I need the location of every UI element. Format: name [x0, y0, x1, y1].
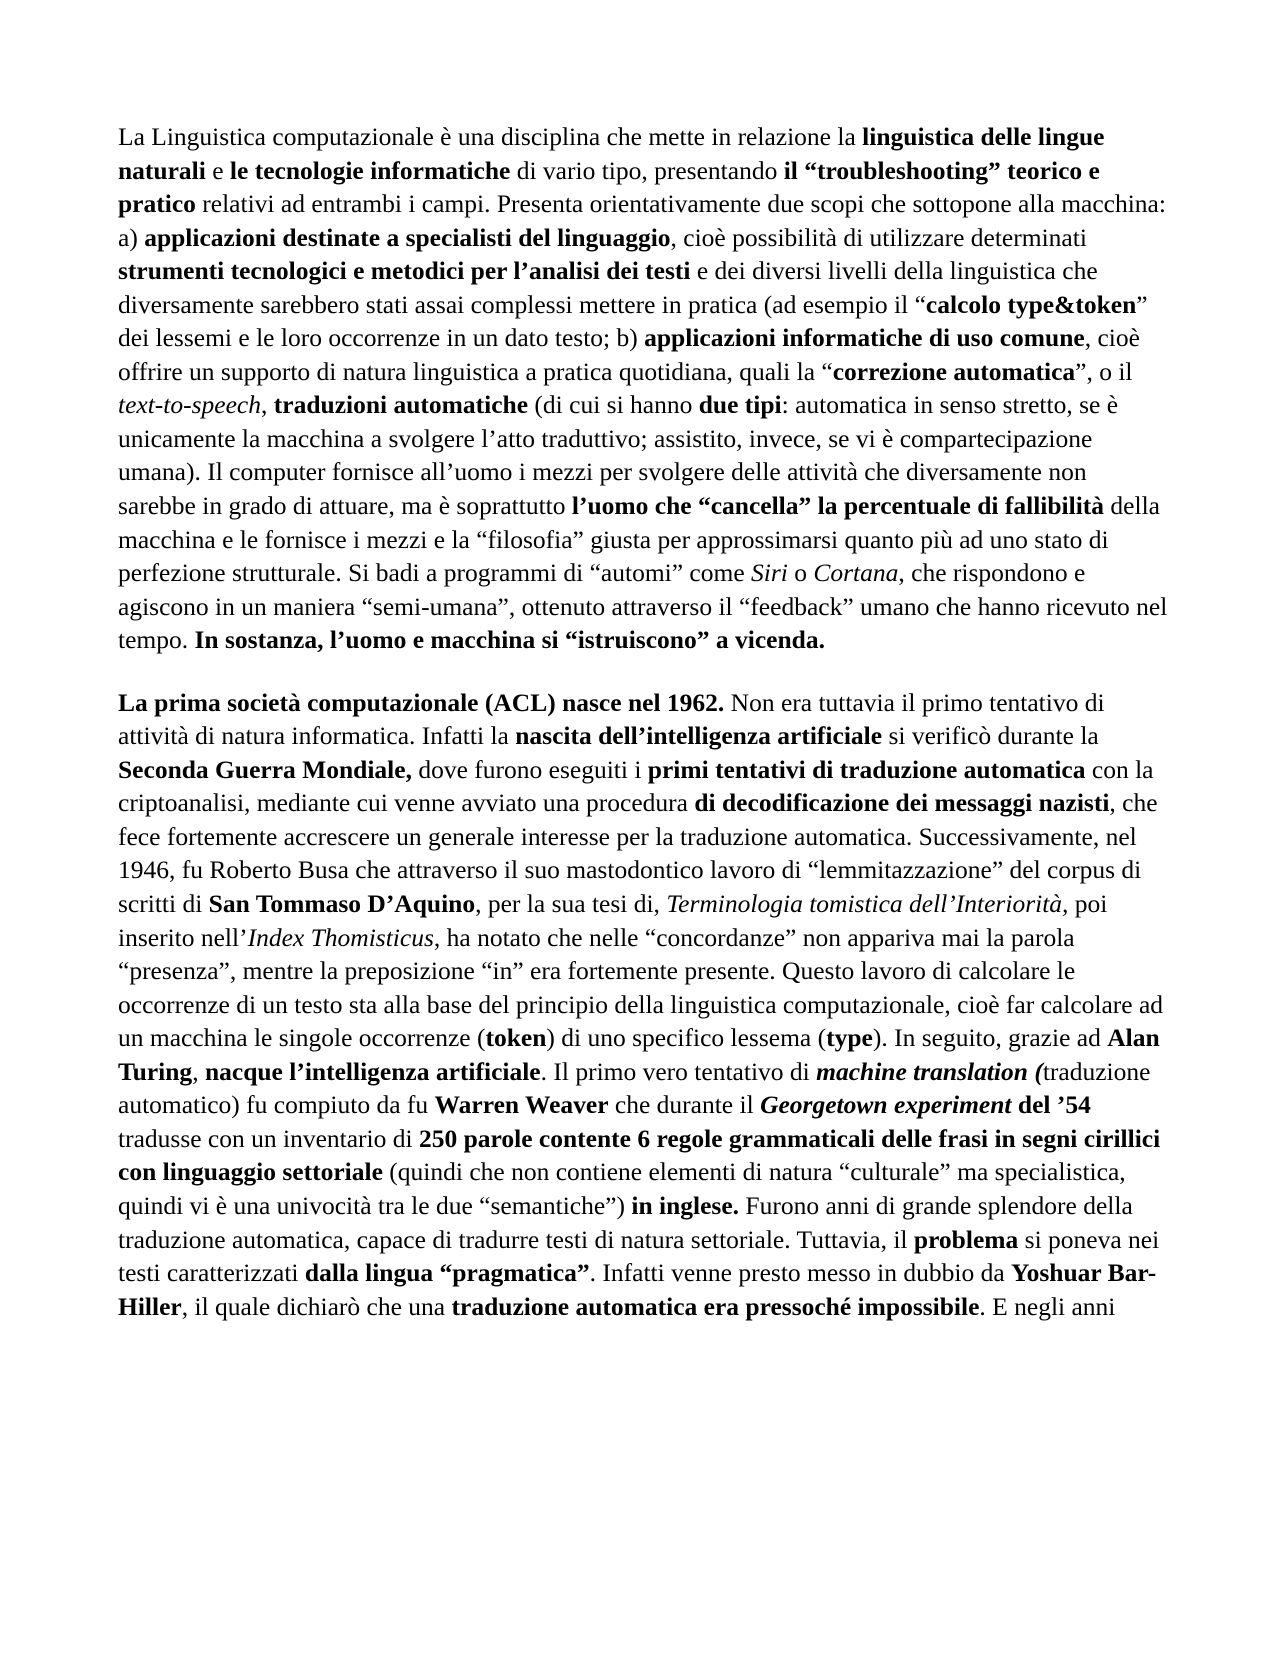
text-run: o — [787, 558, 814, 588]
text-run: Terminologia tomistica dell’Interiorità, — [666, 889, 1069, 919]
text-run: , — [261, 390, 274, 420]
text-run: , cioè possibilità di utilizzare determinati — [670, 222, 1087, 252]
text-run: Warren Weaver — [434, 1090, 609, 1120]
text-run: token — [485, 1023, 547, 1053]
text-run: . E negli anni — [979, 1291, 1116, 1321]
text-run: Siri — [751, 558, 788, 588]
text-run: Yoshuar Bar-Hiller — [118, 1258, 1157, 1321]
text-run: problema — [913, 1224, 1019, 1254]
text-run: di decodificazione dei messaggi nazisti — [694, 788, 1110, 818]
text-run: due tipi — [698, 390, 782, 420]
text-run: applicazioni informatiche di uso comune — [644, 323, 1085, 353]
text-run: si poneva nei testi caratterizzati — [118, 1224, 1160, 1288]
text-run: , che fece fortemente accrescere un generale interesse per la traduzione automatica. Successivamente, nel 1946, fu Roberto Busa che attraverso il suo mastodontico lavoro di “lemmitazzazione” del corpus di scritti di — [118, 788, 1158, 919]
text-run: (di cui si hanno — [528, 390, 699, 420]
text-run: San Tommaso D’Aquino — [208, 889, 476, 919]
text-run: ”, o il — [1075, 356, 1133, 386]
text-run: con la criptoanalisi, mediante cui venne avviato una procedura — [118, 754, 1154, 818]
text-run: ). In seguito, grazie ad — [872, 1023, 1108, 1053]
text-run: nascita dell’intelligenza artificiale — [515, 721, 883, 751]
text-run: l’uomo che “cancella” la percentuale di fallibilità — [571, 491, 1105, 521]
text-run: machine translation ( — [816, 1056, 1043, 1086]
text-run: Furono anni di grande splendore della traduzione automatica, capace di tradurre testi di natura settoriale. Tuttavia, il — [118, 1190, 1133, 1254]
text-run: , per la sua tesi di, — [475, 889, 667, 919]
text-run: relativi ad entrambi i campi. Presenta orientativamente due scopi che sottopone alla macchina: a) — [118, 189, 1166, 252]
text-run: La prima società computazionale (ACL) nasce nel 1962. — [118, 687, 725, 717]
text-run: 250 parole contente 6 regole grammaticali delle frasi in segni cirillici con linguaggio settoriale — [118, 1123, 1161, 1187]
text-run: , il quale dichiarò che una — [181, 1291, 452, 1321]
text-run: , ha notato che nelle “concordanze” non appariva mai la parola “presenza”, mentre la preposizione “in” era fortemente presente. Questo lavoro di calcolare le occorrenze di un testo sta alla base del principio della linguistica computazionale, cioè far calcolare ad un macchina le singole occorrenze ( — [118, 922, 1164, 1053]
text-run: correzione automatica — [832, 356, 1076, 386]
text-run: Alan Turing — [118, 1023, 1160, 1086]
text-run: , — [192, 1056, 205, 1086]
text-run: traduzione automatico) fu compiuto da fu — [118, 1056, 1151, 1120]
text-run: linguistica delle lingue naturali — [118, 122, 1105, 185]
text-run: in inglese. — [631, 1190, 740, 1220]
text-run: traduzione automatica era pressoché impossibile — [451, 1291, 980, 1321]
text-run: Non era tuttavia il primo tentativo di attività di natura informatica. Infatti la — [118, 687, 1105, 751]
text-run: strumenti tecnologici e metodici per l’analisi dei testi — [118, 256, 691, 286]
text-run: . Infatti venne presto messo in dubbio da — [589, 1258, 1012, 1288]
text-run: , che rispondono e agiscono in un maniera “semi-umana”, ottenuto attraverso il “feedback” umano che hanno ricevuto nel tempo. — [118, 558, 1168, 655]
paragraph-history — [118, 686, 1168, 1323]
text-run: le tecnologie informatiche — [229, 155, 511, 185]
text-run: dove furono eseguiti i — [411, 754, 648, 784]
text-run: e dei diversi livelli della linguistica che diversamente sarebbero stati assai complessi mettere in pratica (ad esempio il “ — [118, 256, 1098, 319]
text-run: si verificò durante la — [882, 721, 1099, 751]
text-run: Cortana — [813, 558, 899, 588]
text-run: che durante il — [608, 1090, 761, 1120]
text-run: poi inserito nell’ — [118, 889, 1108, 952]
text-run: della macchina e le fornisce i mezzi e la “filosofia” giusta per approssimarsi quanto più ad uno stato di perfezione strutturale. Si badi a programmi di “automi” come — [118, 491, 1160, 588]
text-run: traduzioni automatiche — [273, 390, 529, 420]
text-run: Georgetown experiment — [760, 1090, 1012, 1120]
text-run: : automatica in senso stretto, se è unicamente la macchina a svolgere l’atto traduttivo; assistito, invece, se vi è compartecipazione umana). Il computer fornisce all’uomo i mezzi per svolgere delle attività che diversamente non sarebbe in grado di attuare, ma è soprattutto — [118, 390, 1119, 521]
text-run: , cioè offrire un supporto di natura linguistica a pratica quotidiana, quali la “ — [118, 323, 1140, 386]
text-run: applicazioni destinate a specialisti del linguaggio — [144, 222, 671, 252]
text-run: dalla lingua “pragmatica” — [304, 1258, 590, 1288]
text-run: e — [205, 155, 230, 185]
text-run: . Il primo vero tentativo di — [540, 1056, 817, 1086]
text-run: il “troubleshooting” teorico e pratico — [118, 155, 1100, 219]
text-run: ” dei lessemi e le loro occorrenze in un dato testo; b) — [118, 289, 1148, 353]
text-run: In sostanza, l’uomo e macchina si “istruiscono” a vicenda. — [194, 625, 825, 655]
text-run: tradusse con un inventario di — [118, 1123, 419, 1153]
text-run: La Linguistica computazionale è una disciplina che mette in relazione la — [118, 122, 863, 151]
text-run: calcolo type&token — [925, 289, 1137, 319]
text-run: Seconda Guerra Mondiale, — [118, 754, 412, 784]
text-run: primi tentativi di traduzione automatica — [647, 754, 1086, 784]
text-run: del ’54 — [1011, 1090, 1091, 1120]
text-run: ) di uno specifico lessema ( — [546, 1023, 827, 1053]
text-run: nacque l’intelligenza artificiale — [204, 1056, 541, 1086]
paragraph-intro — [118, 120, 1168, 657]
text-run: Index Thomisticus — [247, 922, 434, 952]
document-body — [118, 120, 1168, 1323]
text-run: type — [826, 1023, 873, 1053]
text-run: di vario tipo, presentando — [510, 155, 784, 185]
text-run: text-to-speech — [118, 390, 262, 420]
text-run: (quindi che non contiene elementi di natura “culturale” ma specialistica, quindi vi è una univocità tra le due “semantiche”) — [118, 1157, 1126, 1220]
